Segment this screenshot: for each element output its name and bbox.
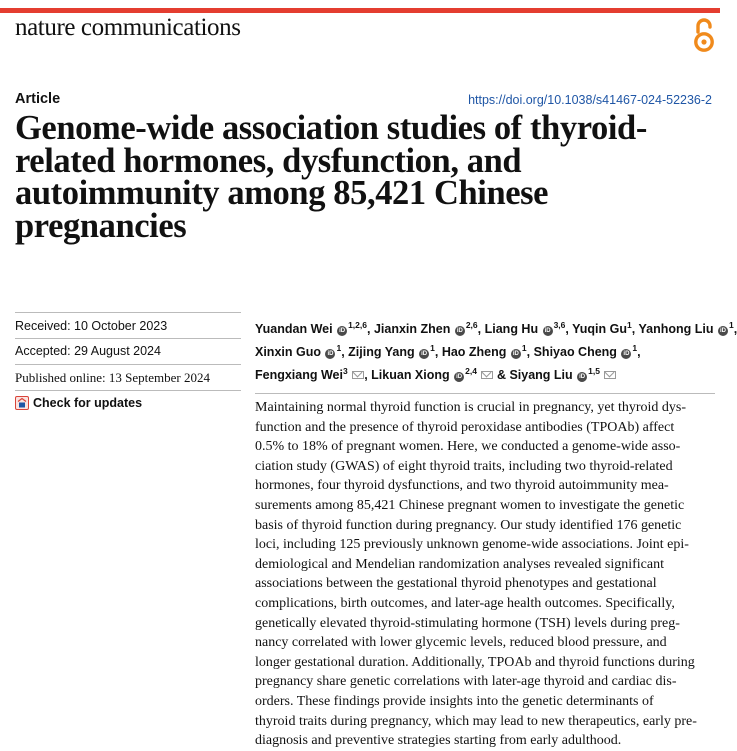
orcid-icon[interactable]: iD [339,328,346,335]
author[interactable]: Liang Hu iD$^{3,6}$ [484,320,566,337]
divider [15,390,241,391]
divider [15,312,241,313]
abstract-line: 0.5% to 18% of pregnant women. Here, we conducted a genome-wide asso- [255,439,681,455]
check-for-updates-icon [15,396,29,410]
author[interactable]: Xinxin Guo $iD^1$ [255,343,342,360]
mail-icon[interactable] [481,371,493,379]
received-date: Received: 10 October 2023 [15,319,168,333]
published-date: Published online: 13 September 2024 [15,370,210,385]
abstract-line: longer gestational duration. Additionally, TPOAb and thyroid functions during [255,654,695,670]
title-line: pregnancies [15,206,187,245]
abstract-line: genetically elevated thyroid-stimulating hormone (TSH) levels during preg- [255,615,680,631]
divider [15,364,241,365]
abstract-line: hormones, four thyroid dysfunctions, and two thyroid autoimmunity mea- [255,478,669,494]
author[interactable]: Shiyao Cheng $iD^1$ [533,343,638,360]
author-line: Fengxiang Wei$^3$ , Likuan Xiong iD$^{2,4}$ & Siyang Liu iD$^{1,5}$ [255,362,715,385]
mail-icon[interactable] [352,371,364,379]
abstract [255,398,717,751]
title-line: related hormones, dysfunction, and [15,141,522,180]
author[interactable]: Likuan Xiong iD$^{2,4}$ [371,368,493,382]
orcid-icon[interactable]: iD [421,351,428,358]
abstract-line: basis of thyroid function during pregnancy. Our study identified 176 genetic [255,517,682,533]
abstract-line: loci, including 125 previously unknown genome-wide associations. Joint epi- [255,537,689,553]
author-line: Yuandan Wei iD$^{1,2,6}$, Jianxin Zhen iD$^{2,6}$, Liang Hu iD$^{3,6}$, Yuqin Gu$^1$, Yanhong Liu $iD^1$, [255,320,737,337]
abstract-line: thyroid traits during pregnancy, which may lead to new therapeutics, early pre- [255,713,697,729]
author-line: Xinxin Guo $iD^1$, Zijing Yang $iD^1$, Hao Zheng $iD^1$, Shiyao Cheng $iD^1$, [255,343,641,360]
orcid-icon[interactable]: iD [719,328,726,335]
abstract-line: demiological and Mendelian randomization analyses revealed significant [255,556,664,572]
author[interactable]: Yuqin Gu$^1$ [572,320,632,337]
author[interactable]: Yuandan Wei iD$^{1,2,6}$ [255,320,367,337]
abstract-line: diagnosis and preventive strategies starting from early adulthood. [255,733,622,749]
author[interactable]: Zijing Yang $iD^1$ [348,343,435,360]
check-for-updates-button[interactable] [15,396,142,410]
abstract-line: pregnancy share genetic correlations with later-age thyroid and cardiac dis- [255,674,677,690]
abstract-line: function and the presence of thyroid peroxidase antibodies (TPOAb) affect [255,419,675,435]
check-for-updates-label: Check for updates [33,396,143,410]
abstract-line: ciation study (GWAS) of eight thyroid traits, including two thyroid-related [255,458,673,474]
doi-link[interactable]: https://doi.org/10.1038/s41467-024-52236-2 [468,93,712,107]
abstract-divider [255,393,715,394]
title-line: autoimmunity among 85,421 Chinese [15,174,549,212]
title-line: Genome-wide association studies of thyroid- [15,109,647,147]
author[interactable]: Yanhong Liu $iD^1$ [638,320,734,337]
orcid-icon[interactable]: iD [512,351,519,358]
abstract-line: Maintaining normal thyroid function is crucial in pregnancy, yet thyroid dys- [255,400,687,415]
author[interactable]: Fengxiang Wei$^3$ [255,368,364,382]
abstract-line: surements among 85,421 Chinese pregnant women to investigate the genetic [255,497,685,513]
article-type: Article [15,91,61,107]
orcid-icon[interactable]: iD [623,351,630,358]
accepted-date: Accepted: 29 August 2024 [15,344,161,358]
author[interactable]: Siyang Liu iD$^{1,5}$ [509,368,616,382]
article-title [15,109,715,245]
orcid-icon[interactable]: iD [456,374,463,381]
author[interactable]: Jianxin Zhen iD$^{2,6}$ [373,320,478,337]
author[interactable]: Hao Zheng $iD^1$ [441,343,527,360]
open-access-icon [693,17,715,53]
orcid-icon[interactable]: iD [456,328,463,335]
abstract-line: complications, birth outcomes, and later-age health outcomes. Specifically, [255,595,675,611]
orcid-icon[interactable]: iD [579,374,586,381]
orcid-icon[interactable]: iD [327,351,334,358]
abstract-line: orders. These findings provide insights into the genetic determinants of [255,693,654,709]
author-list [255,316,737,385]
abstract-line: associations between the gestational thyroid phenotypes and gestational [255,576,657,592]
abstract-line: nancy correlated with lower glycemic levels, reduced blood pressure, and [255,635,667,651]
orcid-icon[interactable]: iD [544,328,551,335]
mail-icon[interactable] [604,371,616,379]
journal-name[interactable]: nature communications [15,14,241,41]
journal-accent-bar [0,8,720,13]
divider [15,338,241,339]
